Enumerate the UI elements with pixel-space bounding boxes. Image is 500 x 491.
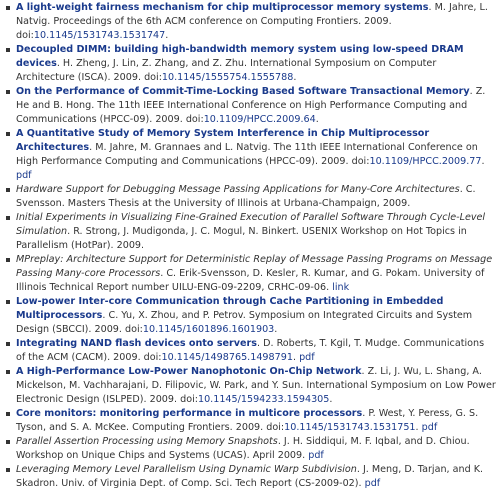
reference-item [16,295,496,337]
reference-item [16,463,496,491]
reference-item [16,1,496,43]
reference-punctuation: . [481,156,485,167]
doi-link[interactable]: 10.1109/HPCC.2009.64 [203,114,316,125]
reference-item [16,253,496,295]
reference-details: . C. Erik-Svensson, D. Kesler, R. Kumar, and G. Pokam. University of Illinois Technical Report number UILU-ENG-09-2209, CRHC-09-06. [16,268,485,293]
reference-title-link[interactable]: A Quantitative Study of Memory System Interference in Chip Multiprocessor Architectures [16,128,430,153]
pdf-link[interactable]: pdf [364,478,381,489]
reference-item [16,407,496,435]
reference-title-link[interactable]: Integrating NAND flash devices onto servers [16,338,257,349]
reference-details: . C. Svensson. Masters Thesis at the University of Illinois at Urbana-Champaign, 2009. [16,184,476,209]
doi-link[interactable]: 10.1145/1555754.1555788 [161,72,294,83]
reference-punctuation: . [415,422,422,433]
reference-item [16,127,496,183]
doi-link[interactable]: 10.1145/1601896.1601903 [142,324,275,335]
reference-title: Parallel Assertion Processing using Memory Snapshots [16,436,278,447]
reference-title-link[interactable]: Core monitors: monitoring performance in multicore processors [16,408,363,419]
reference-punctuation: . [315,114,319,125]
doi-link[interactable]: 10.1145/1594233.1594305 [197,394,330,405]
reference-item [16,337,496,365]
reference-title: MPreplay: Architecture Support for Deterministic Replay of Message Passing Programs on Message Passing Many-core Processors [16,254,493,279]
link-link[interactable]: link [332,282,350,293]
reference-item [16,43,496,85]
reference-punctuation: . [165,30,169,41]
reference-title: Hardware Support for Debugging Message Passing Applications for Many-Core Architectures [16,184,460,195]
pdf-link[interactable]: pdf [16,170,32,181]
reference-details: . P. West, Y. Peress, G. S. Tyson, and S. A. McKee. Computing Frontiers. 2009. doi: [16,408,479,433]
reference-details: . D. Roberts, T. Kgil, T. Mudge. Communications of the ACM (CACM). 2009. doi: [16,338,485,363]
reference-details: . H. Zheng, J. Lin, Z. Zhang, and Z. Zhu. International Symposium on Computer Architecture (ISCA). 2009. doi: [16,58,437,83]
reference-item [16,211,496,253]
reference-title: Initial Experiments in Visualizing Fine-Grained Execution of Parallel Software Through Cycle-Level Simulation [16,212,486,237]
doi-link[interactable]: 10.1145/1531743.1531747 [33,30,166,41]
reference-title: Leveraging Memory Level Parallelism Using Dynamic Warp Subdivision [16,464,357,475]
reference-item [16,183,496,211]
reference-title-link[interactable]: On the Performance of Commit-Time-Locking Based Software Transactional Memory [16,86,470,97]
reference-item [16,85,496,127]
doi-link[interactable]: 10.1109/HPCC.2009.77 [369,156,482,167]
reference-title-link[interactable]: A light-weight fairness mechanism for chip multiprocessor memory systems [16,2,429,13]
reference-details: . C. Yu, X. Zhou, and P. Petrov. Symposium on Integrated Circuits and System Design (SBCCI). 2009. doi: [16,310,473,335]
reference-details: . J. Meng, D. Tarjan, and K. Skadron. Univ. of Virginia Dept. of Comp. Sci. Tech Report (CS-2009-02). [16,464,484,489]
pdf-link[interactable]: pdf [308,450,324,461]
reference-details: . R. Strong, J. Mudigonda, J. C. Mogul, N. Binkert. USENIX Workshop on Hot Topics in Parallelism (HotPar). 2009. [16,226,467,251]
reference-details: . M. Jahre, M. Grannaes and L. Natvig. The 11th IEEE International Conference on High Performance Computing and Communications (HPCC-09). 2009. doi: [16,142,478,167]
reference-item [16,435,496,463]
reference-details: . J. H. Siddiqui, M. F. Iqbal, and D. Chiou. Workshop on Unique Chips and Systems (UCAS). April 2009. [16,436,470,461]
pdf-link[interactable]: pdf [299,352,315,363]
doi-link[interactable]: 10.1145/1531743.1531751 [284,422,416,433]
reference-punctuation: . [292,352,300,363]
reference-details: . M. Jahre, L. Natvig. Proceedings of the 6th ACM conference on Computing Frontiers. 2009. doi: [16,2,488,41]
reference-title-link[interactable]: Decoupled DIMM: building high-bandwidth memory system using low-speed DRAM devices [16,44,464,69]
reference-details: . Z. He and B. Hong. The 11th IEEE International Conference on High Performance Computing and Communications (HPCC-09). 2009. doi: [16,86,486,125]
reference-details: . Z. Li, J. Wu, L. Shang, A. Mickelson, M. Vachharajani, D. Filipovic, W. Park, and Y. Sun. International Symposium on Low Power Electronic Design (ISLPED). 2009. doi: [16,366,496,405]
reference-punctuation: . [329,394,333,405]
reference-item [16,365,496,407]
doi-link[interactable]: 10.1145/1498765.1498791 [161,352,293,363]
reference-title-link[interactable]: Low-power Inter-core Communication through Cache Partitioning in Embedded Multiprocessors [16,296,444,321]
pdf-link[interactable]: pdf [421,422,438,433]
reference-punctuation: . [274,324,278,335]
reference-punctuation: . [293,72,297,83]
reference-title-link[interactable]: A High-Performance Low-Power Nanophotonic On-Chip Network [16,366,362,377]
